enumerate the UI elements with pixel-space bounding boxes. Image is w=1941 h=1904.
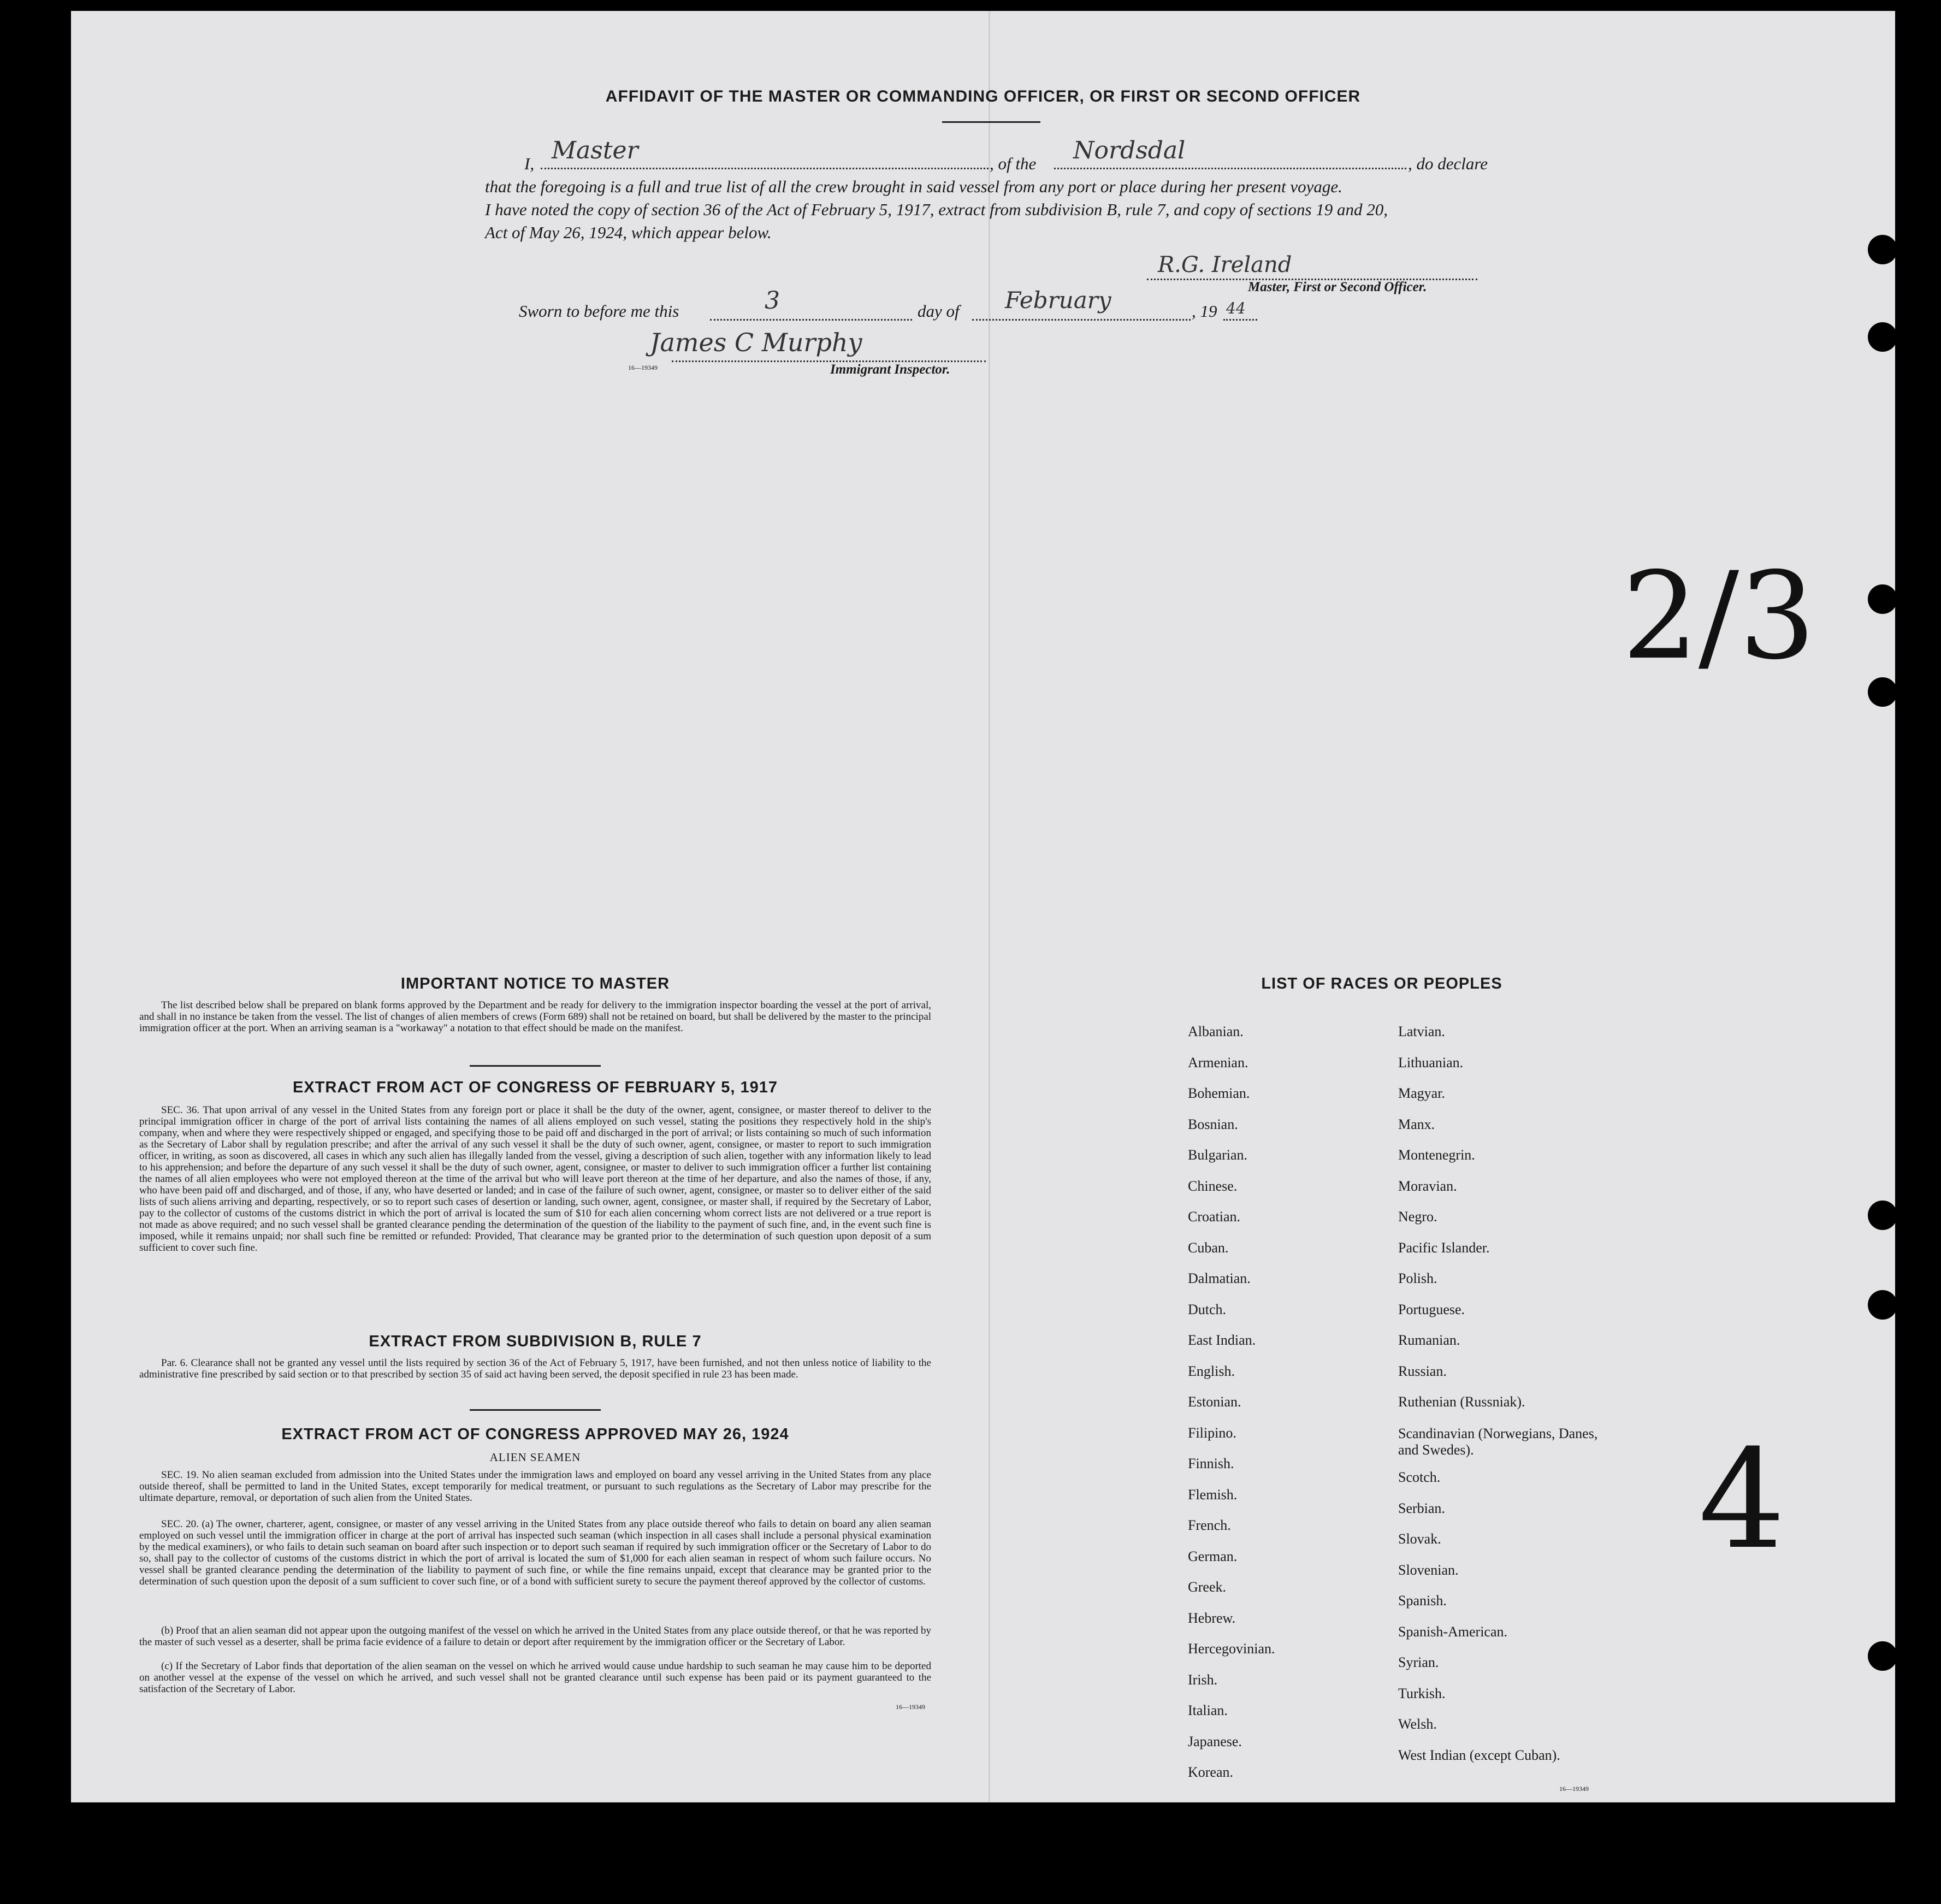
race-item-right: Syrian. [1398,1654,1439,1670]
race-item-right: Manx. [1398,1116,1435,1132]
race-item-left: Bulgarian. [1188,1147,1248,1163]
race-item-left: Finnish. [1188,1456,1234,1471]
sworn-day-handwriting: 3 [765,287,780,315]
extract-1924-sec20b: (b) Proof that an alien seaman did not appear upon the outgoing manifest of the vessel on which he arrived in the United States from any place outside thereof, or that he was reported by the master of such vessel as a deserter, shall be prima facie evidence of a failure to detain or deport after requirement by the immigration officer or the Secretary of Labor. [139,1625,931,1648]
race-item-left: English. [1188,1363,1235,1379]
race-item-left: Estonian. [1188,1394,1241,1410]
affidavit-line2: that the foregoing is a full and true list of all the crew brought in said vessel from any port or place during her present voyage. [485,177,1342,196]
race-item-right: Spanish. [1398,1593,1447,1609]
extract-1924-sec19: SEC. 19. No alien seaman excluded from admission into the United States under the immigration laws and employed on board any vessel arriving in the United States from any place outside thereof, shall be permitted to land in the United States, except temporarily for medical treatment, or pursuant to such regulations as the Secretary of Labor may prescribe for the ultimate departure, removal, or deportation of such alien from the United States. [139,1469,931,1504]
sworn-day-of: day of [918,301,960,321]
race-item-left: Dutch. [1188,1301,1227,1317]
race-item-right: Polish. [1398,1270,1437,1286]
sworn-year-line [1223,319,1257,321]
rule7-body: Par. 6. Clearance shall not be granted any vessel until the lists required by section 36 of the Act of February 5, 1917, have been furnished, and not then unless notice of liability to the administrative fine prescribed by said section or to that prescribed by section 35 of said act having been served, the deposit specified in rule 23 has been made. [139,1357,931,1380]
race-item-left: Bohemian. [1188,1085,1250,1101]
center-fold [989,11,990,1802]
sworn-year-prefix: , 19 [1192,301,1217,321]
extract-1924-title: EXTRACT FROM ACT OF CONGRESS APPROVED MAY 26, 1924 [281,1426,789,1443]
race-item-left: Cuban. [1188,1239,1229,1256]
punch-hole [1868,1641,1897,1671]
vessel-name-handwriting: Nordsdal [1073,137,1186,164]
race-item-left: Flemish. [1188,1486,1238,1503]
race-item-right: Moravian. [1398,1178,1457,1194]
page-mark-side: 4 [1699,1420,1786,1579]
sworn-month-line [972,319,1191,321]
extract-1924-sec20c: (c) If the Secretary of Labor finds that deportation of the alien seaman on the vessel on which he arrived would cause undue hardship to such seaman he may cause him to be deported on another vessel at the expense of the vessel on which he arrived, and such vessel shall not be granted clearance until such expense has been paid or its payment guaranteed to the satisfaction of the Secretary of Labor. [139,1660,931,1695]
race-item-left: Bosnian. [1188,1116,1238,1132]
race-item-right: Lithuanian. [1398,1054,1464,1071]
divider [470,1409,601,1411]
notice-body: The list described below shall be prepared on blank forms approved by the Department and be ready for delivery to the immigration inspector boarding the vessel at the port of arrival, and shall in no instance be taken from the vessel. The list of changes of alien members of crews (Form 689) shall not be retained on board, but shall be delivered by the master to the principal immigration officer at the port. When an arriving seaman is a "workaway" a notation to that effect should be made on the manifest. [139,1000,931,1034]
affidavit-line1-i: I, [524,154,535,173]
vessel-name-line [1054,168,1406,169]
race-item-left: Croatian. [1188,1209,1241,1225]
race-item-left: Korean. [1188,1764,1234,1780]
race-item-right: Portuguese. [1398,1301,1465,1317]
officer-signature: R.G. Ireland [1158,252,1292,277]
affidavit-do-declare: , do declare [1408,154,1488,173]
race-item-right: Spanish-American. [1398,1623,1508,1640]
race-item-left: East Indian. [1188,1332,1256,1348]
race-item-left: Chinese. [1188,1178,1238,1194]
race-item-right: Magyar. [1398,1085,1445,1101]
master-name-line [541,168,989,169]
inspector-signature: James C Murphy [650,328,862,357]
race-item-left: Irish. [1188,1671,1218,1688]
master-name-handwriting: Master [552,137,638,164]
punch-hole [1868,235,1897,264]
race-item-right: Negro. [1398,1209,1437,1225]
form-number-left: 16—19349 [896,1703,925,1711]
race-item-left: Albanian. [1188,1024,1244,1039]
notice-title: IMPORTANT NOTICE TO MASTER [400,975,670,992]
race-item-left: Italian. [1188,1702,1228,1718]
races-title: LIST OF RACES OR PEOPLES [1261,975,1502,992]
affidavit-line4: Act of May 26, 1924, which appear below. [485,223,772,242]
punch-hole [1868,677,1897,707]
race-item-left: Japanese. [1188,1733,1242,1749]
punch-hole [1868,1290,1897,1320]
divider [470,1065,601,1067]
race-item-right: Montenegrin. [1398,1147,1475,1163]
punch-hole [1868,584,1897,614]
page-mark-large: 2/3 [1622,546,1816,686]
punch-hole [1868,1201,1897,1230]
sworn-prefix: Sworn to before me this [519,301,679,321]
race-item-right: Pacific Islander. [1398,1239,1490,1256]
race-item-right: Scotch. [1398,1469,1441,1485]
affidavit-line3: I have noted the copy of section 36 of the Act of February 5, 1917, extract from subdivision B, rule 7, and copy of sections 19 and 20, [485,200,1388,219]
race-item-left: Filipino. [1188,1424,1236,1441]
sworn-year-handwriting: 44 [1226,299,1246,317]
affidavit-title: AFFIDAVIT OF THE MASTER OR COMMANDING OFFICER, OR FIRST OR SECOND OFFICER [605,87,1361,105]
inspector-caption: Immigrant Inspector. [830,362,950,377]
race-item-right: Slovak. [1398,1531,1441,1547]
officer-caption: Master, First or Second Officer. [1248,280,1427,294]
race-item-right: Slovenian. [1398,1562,1459,1578]
extract-1924-sec20a: SEC. 20. (a) The owner, charterer, agent, consignee, or master of any vessel arriving in the United States from any place outside thereof who fails to detain on board any alien seaman employed on such vessel until the immigration officer in charge at the port of arrival has inspected such seaman (which inspection in all cases shall include a personal physical examination by the medical examiners), or who fails to detain such seaman on board after such inspection or to deport such seaman if required by such immigration officer or the Secretary of Labor to do so, shall pay to the collector of customs of the customs district in which the port of arrival is located the sum of $1,000 for each alien seaman in respect of whom such failure occurs. No vessel shall be granted clearance pending the determination of the liability to payment of such fine, or while the fine remains unpaid, except that clearance may be granted prior to the determination of such question upon the deposit of a sum sufficient to cover such fine, or of a bond with sufficient surety to secure the payment thereof approved by the collector of customs. [139,1518,931,1587]
form-number-right: 16—19349 [1559,1785,1589,1793]
punch-hole [1868,322,1897,352]
race-item-left: Greek. [1188,1579,1227,1595]
affidavit-of-the: , of the [990,154,1037,173]
rule7-title: EXTRACT FROM SUBDIVISION B, RULE 7 [369,1333,702,1350]
race-item-right: Serbian. [1398,1500,1445,1516]
sworn-month-handwriting: February [1005,287,1111,314]
race-item-right: West Indian (except Cuban). [1398,1747,1560,1763]
race-item-right: Turkish. [1398,1685,1446,1701]
race-item-left: Dalmatian. [1188,1270,1251,1286]
race-item-left: Hercegovinian. [1188,1641,1275,1657]
race-item-right: Scandinavian (Norwegians, Danes, and Swedes). [1398,1425,1598,1458]
race-item-right: Russian. [1398,1363,1447,1379]
extract-1924-subtitle: ALIEN SEAMEN [489,1451,581,1464]
race-item-left: Hebrew. [1188,1610,1236,1626]
race-item-right: Latvian. [1398,1024,1445,1039]
race-item-right: Rumanian. [1398,1332,1460,1348]
race-item-left: French. [1188,1517,1231,1533]
race-item-left: Armenian. [1188,1054,1248,1071]
race-item-right: Ruthenian (Russniak). [1398,1394,1525,1410]
race-item-right: Welsh. [1398,1716,1437,1732]
extract-1917-title: EXTRACT FROM ACT OF CONGRESS OF FEBRUARY 5, 1917 [292,1079,778,1096]
extract-1917-body: SEC. 36. That upon arrival of any vessel in the United States from any foreign port or place it shall be the duty of the owner, agent, consignee, or master thereof to deliver to the principal immigration officer in charge of the port of arrival lists containing the names of all aliens employed on such vessel, stating the positions they respectively hold in the ship's company, when and where they were respectively shipped or engaged, and specifying those to be paid off and discharged in the port of arrival; or lists containing so much of such information as the Secretary of Labor shall by regulation prescribe; and after the arrival of any such vessel it shall be the duty of such owner, agent, consignee, or master to report to such immigration officer, in writing, as soon as discovered, all cases in which any such alien has illegally landed from the vessel, giving a description of such alien, together with any information likely to lead to his apprehension; and before the departure of any such vessel it shall be the duty of such owner, agent, consignee, or master to deliver to such immigration officer a further list containing the names of all alien employees who were not employed thereon at the time of the arrival but who will leave port thereon at the time of her departure, and also the names of those, if any, who have been paid off and discharged, and of those, if any, who have deserted or landed; and in case of the failure of such owner, agent, consignee, or master so to deliver either of the said lists of such aliens arriving and departing, respectively, or so to report such cases of desertion or landing, such owner, agent, consignee, or master shall, if required by the Secretary of Labor, pay to the collector of customs of the customs district in which the port of arrival is located the sum of $10 for each alien concerning whom correct lists are not delivered or a true report is not made as above required; and no such vessel shall be granted clearance pending the determination of the question of the liability to the payment of such fine, and, in the event such fine is imposed, while it remains unpaid; nor shall such fine be remitted or refunded: Provided, That clearance may be granted prior to the determination of such question upon deposit of a sum sufficient to cover such fine. [139,1104,931,1253]
form-number-top: 16—19349 [628,364,658,371]
title-underline [942,121,1040,123]
sworn-day-line [710,319,912,321]
race-item-left: German. [1188,1548,1238,1564]
